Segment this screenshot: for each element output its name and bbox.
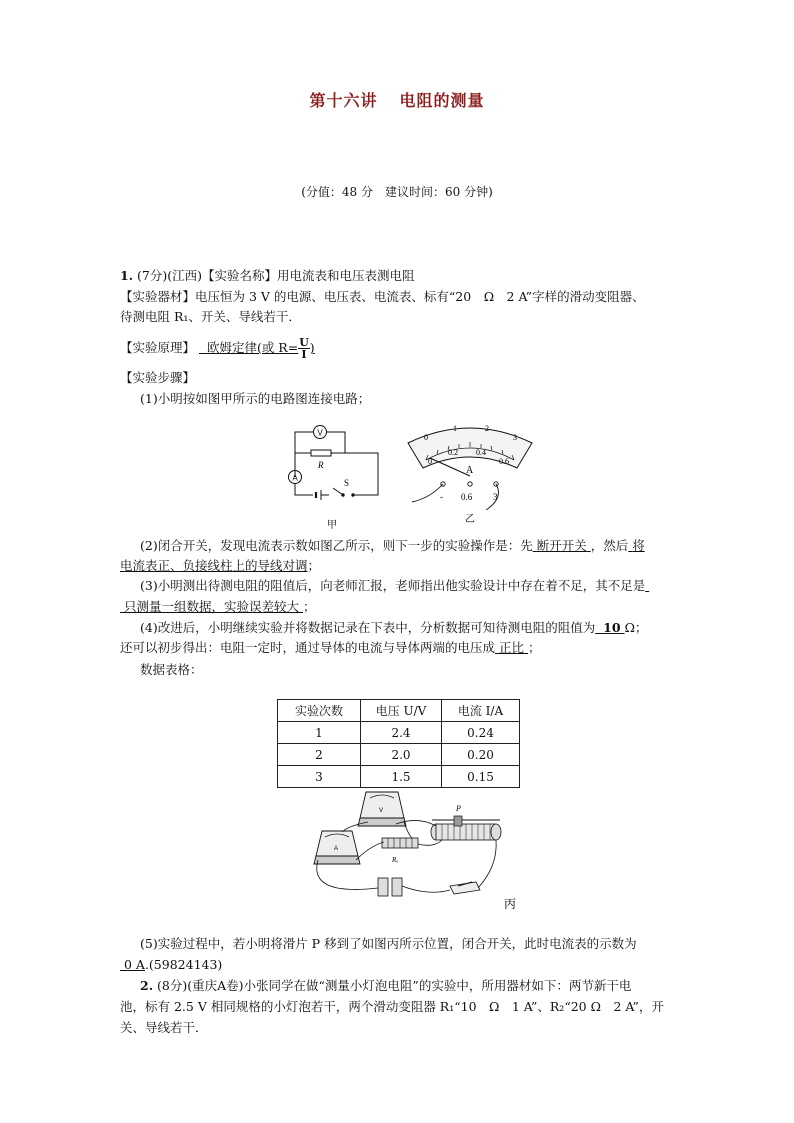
answer-current-reading: 0 A (123, 957, 145, 972)
q1-heading-text: (7分)(江西)【实验名称】用电流表和电压表测电阻 (137, 268, 415, 283)
figure-caption-bing: 丙 (504, 897, 517, 911)
answer-resistance-value: 10 (603, 620, 621, 635)
apparatus-diagram-bing (308, 786, 520, 914)
q1-step1: (1)小明按如图甲所示的电路图连接电路； (140, 391, 371, 406)
slider-p-label: P (456, 804, 461, 813)
top-scale-3: 3 (513, 433, 517, 442)
q2-line3: 关、导线若干． (120, 1020, 208, 1035)
answer-swap-wires-part2: 电流表正、负接线柱上的导线对调 (120, 558, 308, 573)
answer-insufficient-data: 只测量一组数据，实验误差较大 (123, 599, 299, 614)
figure-caption-jia: 甲 (327, 520, 337, 531)
data-table (277, 699, 520, 788)
score-time-meta: (分值：48 分 建议时间：60 分钟) (301, 185, 493, 199)
q1-step3-line1: (3)小明测出待测电阻的阻值后，向老师汇报，老师指出他实验设计中存在着不足，其不足是 (140, 578, 646, 593)
principle-label: 【实验原理】 (120, 340, 196, 355)
bottom-scale-0.4: 0.4 (476, 448, 486, 457)
lecture-topic: 电阻的测量 (399, 91, 485, 110)
q2-line1: 2. (8分)(重庆A卷)小张同学在做“测量小灯泡电阻”的实验中，所用器材如下：两节新干电 (140, 978, 632, 993)
table-label: 数据表格： (140, 662, 203, 677)
top-scale-0: 0 (424, 433, 428, 442)
lecture-number: 第十六讲 (309, 91, 378, 110)
answer-proportional: 正比 (499, 640, 525, 655)
terminal-3: 3 (493, 492, 498, 502)
voltmeter-label: V (379, 808, 384, 814)
table-row: 3 1.5 0.15 (278, 766, 520, 788)
column-header: 电流 I/A (442, 700, 520, 722)
ammeter-label: A (334, 846, 339, 852)
q1-step3-line2: 只测量一组数据，实验误差较大 ； (120, 597, 316, 617)
q2-number: 2. (140, 978, 154, 993)
q1-step4-line2: 还可以初步得出：电阻一定时，通过导体的电流与导体两端的电压成 正比 ； (120, 640, 541, 655)
ohm-fraction: $\frac{U}{I}$ (299, 336, 309, 361)
rx-label: Rₓ (392, 856, 399, 864)
bottom-scale-0.6: 0.6 (499, 457, 509, 466)
q1-step5-line2: 0 A.(59824143) (120, 955, 222, 975)
table-row: 2 2.0 0.20 (278, 744, 520, 766)
ammeter-diagram-yi (400, 418, 540, 530)
q1-step4-line1: (4)改进后，小明继续实验并将数据记录在下表中，分析数据可知待测电阻的阻值为 10 Ω； (140, 620, 648, 635)
column-header: 实验次数 (278, 700, 361, 722)
bottom-scale-0.2: 0.2 (448, 448, 458, 457)
q1-heading (120, 266, 415, 286)
top-scale-2: 2 (485, 424, 489, 433)
q1-step2-line1: (2)闭合开关，发现电流表示数如图乙所示，则下一步的实验操作是：先 断开开关 ，然后 将 (140, 538, 645, 553)
table-header-row (278, 700, 520, 722)
top-scale-1: 1 (453, 424, 457, 433)
meter-unit-label: A (466, 465, 474, 476)
voltmeter-symbol: V (317, 428, 323, 438)
ammeter-symbol: A (292, 473, 298, 483)
bottom-scale-0: 0 (428, 457, 432, 466)
table-row: 1 2.4 0.24 (278, 722, 520, 744)
circuit-diagram-jia (283, 420, 385, 532)
terminal-negative: - (440, 493, 444, 503)
q1-materials-line2: 待测电阻 R₁、开关、导线若干． (120, 309, 301, 324)
q1-step5-line1: (5)实验过程中，若小明将滑片 P 移到了如图丙所示位置，闭合开关，此时电流表的示数为 (140, 936, 637, 951)
q1-step2-line2: 电流表正、负接线柱上的导线对调； (120, 558, 321, 573)
q1-materials-line1: 【实验器材】电压恒为 3 V 的电源、电压表、电流表、标有“20 Ω 2 A”字样的滑动变阻器、 (120, 289, 645, 304)
resistor-label: R (318, 460, 324, 470)
q1-number: 1. (120, 268, 134, 283)
answer-swap-wires-part1: 将 (632, 538, 645, 553)
q1-principle (120, 337, 315, 360)
q2-line2: 池，标有 2.5 V 相同规格的小灯泡若干，两个滑动变阻器 R₁“10 Ω 1 A”、R₂“20 Ω 2 A”，开 (120, 999, 664, 1014)
q1-steps-label: 【实验步骤】 (120, 370, 196, 385)
switch-label: S (344, 478, 350, 488)
column-header: 电压 U/V (361, 700, 442, 722)
page-title (0, 88, 794, 111)
answer-disconnect-switch: 断开开关 (536, 538, 587, 553)
principle-answer: 欧姆定律(或 R= $\frac{U}{I}$ ) (206, 336, 315, 361)
terminal-0.6: 0.6 (461, 492, 473, 502)
figure-caption-yi: 乙 (465, 514, 475, 525)
